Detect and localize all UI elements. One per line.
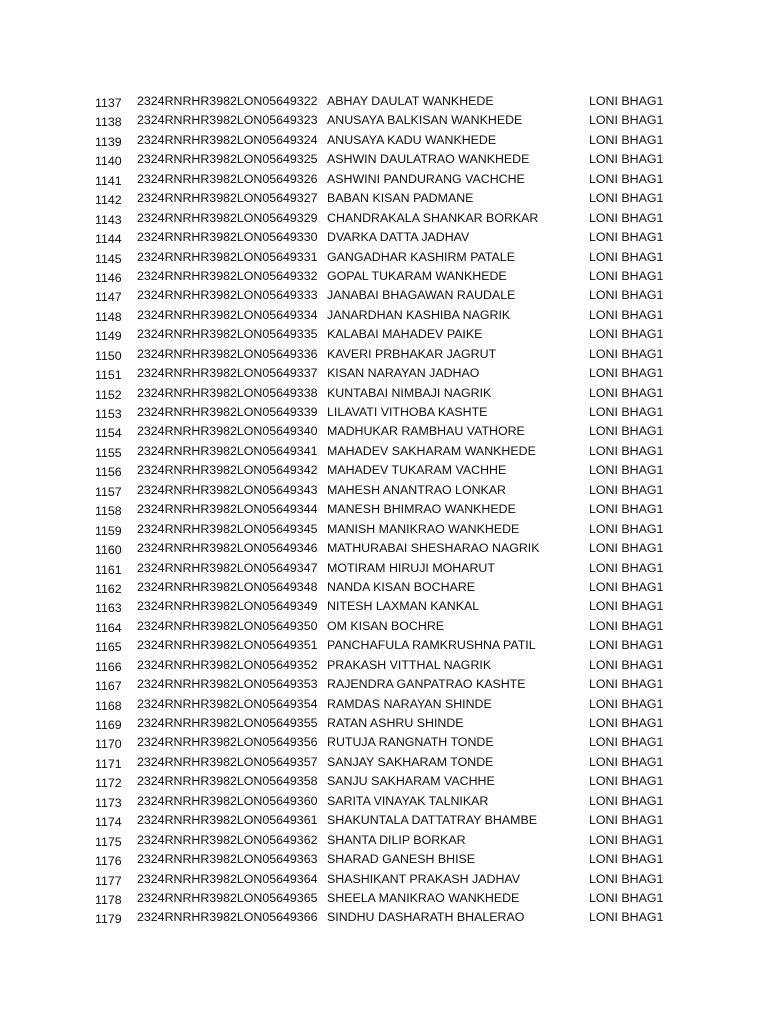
table-row <box>0 539 768 558</box>
beneficiary-name: SINDHU DASHARATH BHALERAO <box>327 910 525 925</box>
beneficiary-name: ASHWINI PANDURANG VACHCHE <box>327 171 525 186</box>
table-row <box>0 733 768 752</box>
table-row <box>0 481 768 500</box>
beneficiary-id: 2324RNRHR3982LON05649366 <box>137 910 318 925</box>
village-name: LONI BHAG1 <box>589 210 664 225</box>
serial-number: 1172 <box>95 776 122 791</box>
table-row <box>0 189 768 208</box>
table-row <box>0 92 768 111</box>
beneficiary-id: 2324RNRHR3982LON05649352 <box>137 657 318 672</box>
village-name: LONI BHAG1 <box>589 385 664 400</box>
table-row <box>0 170 768 189</box>
beneficiary-id: 2324RNRHR3982LON05649356 <box>137 735 318 750</box>
village-name: LONI BHAG1 <box>589 502 664 517</box>
beneficiary-id: 2324RNRHR3982LON05649354 <box>137 696 318 711</box>
beneficiary-name: BABAN KISAN PADMANE <box>327 191 474 206</box>
table-row <box>0 345 768 364</box>
table-row <box>0 403 768 422</box>
serial-number: 1148 <box>95 309 122 324</box>
village-name: LONI BHAG1 <box>589 579 664 594</box>
village-name: LONI BHAG1 <box>589 560 664 575</box>
village-name: LONI BHAG1 <box>589 463 664 478</box>
village-name: LONI BHAG1 <box>589 890 664 905</box>
table-row <box>0 325 768 344</box>
serial-number: 1177 <box>95 873 122 888</box>
serial-number: 1139 <box>95 134 122 149</box>
table-row <box>0 617 768 636</box>
beneficiary-name: SHASHIKANT PRAKASH JADHAV <box>327 871 521 886</box>
beneficiary-id: 2324RNRHR3982LON05649342 <box>137 463 318 478</box>
beneficiary-name: GANGADHAR KASHIRM PATALE <box>327 249 515 264</box>
serial-number: 1173 <box>95 795 122 810</box>
beneficiary-id: 2324RNRHR3982LON05649331 <box>137 249 318 264</box>
beneficiary-name: SANJAY SAKHARAM TONDE <box>327 754 494 769</box>
table-row <box>0 559 768 578</box>
beneficiary-id: 2324RNRHR3982LON05649347 <box>137 560 318 575</box>
beneficiary-id: 2324RNRHR3982LON05649337 <box>137 366 318 381</box>
beneficiary-id: 2324RNRHR3982LON05649361 <box>137 813 318 828</box>
beneficiary-name: RAMDAS NARAYAN SHINDE <box>327 696 492 711</box>
table-row <box>0 772 768 791</box>
table-row <box>0 753 768 772</box>
village-name: LONI BHAG1 <box>589 618 664 633</box>
serial-number: 1150 <box>95 348 122 363</box>
serial-number: 1179 <box>95 912 122 927</box>
beneficiary-id: 2324RNRHR3982LON05649353 <box>137 677 318 692</box>
beneficiary-id: 2324RNRHR3982LON05649322 <box>137 94 318 108</box>
village-name: LONI BHAG1 <box>589 852 664 867</box>
serial-number: 1161 <box>95 562 122 577</box>
village-name: LONI BHAG1 <box>589 716 664 730</box>
table-row <box>0 461 768 480</box>
serial-number: 1156 <box>95 465 122 480</box>
table-row <box>0 714 768 733</box>
village-name: LONI BHAG1 <box>589 230 664 245</box>
beneficiary-id: 2324RNRHR3982LON05649340 <box>137 424 318 439</box>
beneficiary-id: 2324RNRHR3982LON05649349 <box>137 599 318 614</box>
table-row <box>0 597 768 616</box>
beneficiary-id: 2324RNRHR3982LON05649332 <box>137 268 318 283</box>
village-name: LONI BHAG1 <box>589 910 664 925</box>
beneficiary-id: 2324RNRHR3982LON05649325 <box>137 152 318 167</box>
table-row <box>0 306 768 325</box>
serial-number: 1159 <box>95 523 122 538</box>
serial-number: 1144 <box>95 232 122 247</box>
village-name: LONI BHAG1 <box>589 832 664 847</box>
table-row <box>0 889 768 908</box>
beneficiary-id: 2324RNRHR3982LON05649334 <box>137 307 318 322</box>
beneficiary-list <box>0 92 768 928</box>
serial-number: 1160 <box>95 543 122 558</box>
beneficiary-id: 2324RNRHR3982LON05649343 <box>137 482 318 497</box>
table-row <box>0 248 768 267</box>
serial-number: 1157 <box>95 484 122 499</box>
beneficiary-name: PRAKASH VITTHAL NAGRIK <box>327 657 492 672</box>
table-row <box>0 131 768 150</box>
village-name: LONI BHAG1 <box>589 424 664 439</box>
serial-number: 1171 <box>95 756 122 771</box>
beneficiary-id: 2324RNRHR3982LON05649346 <box>137 541 318 556</box>
serial-number: 1155 <box>95 445 122 460</box>
village-name: LONI BHAG1 <box>589 288 664 303</box>
table-row <box>0 675 768 694</box>
serial-number: 1174 <box>95 815 122 830</box>
village-name: LONI BHAG1 <box>589 327 664 342</box>
village-name: LONI BHAG1 <box>589 152 664 167</box>
beneficiary-id: 2324RNRHR3982LON05649324 <box>137 132 318 147</box>
beneficiary-id: 2324RNRHR3982LON05649327 <box>137 191 318 206</box>
beneficiary-id: 2324RNRHR3982LON05649333 <box>137 288 318 303</box>
beneficiary-name: LILAVATI VITHOBA KASHTE <box>327 405 488 419</box>
beneficiary-name: MADHUKAR RAMBHAU VATHORE <box>327 424 525 439</box>
beneficiary-id: 2324RNRHR3982LON05649360 <box>137 793 318 808</box>
beneficiary-name: MOTIRAM HIRUJI MOHARUT <box>327 560 495 575</box>
serial-number: 1145 <box>95 251 122 266</box>
village-name: LONI BHAG1 <box>589 871 664 886</box>
serial-number: 1165 <box>95 640 122 655</box>
serial-number: 1147 <box>95 290 122 305</box>
table-row <box>0 500 768 519</box>
beneficiary-name: ANUSAYA BALKISAN WANKHEDE <box>327 113 523 128</box>
beneficiary-id: 2324RNRHR3982LON05649348 <box>137 579 318 594</box>
beneficiary-id: 2324RNRHR3982LON05649358 <box>137 774 318 789</box>
beneficiary-name: SANJU SAKHARAM VACHHE <box>327 774 495 789</box>
table-row <box>0 636 768 655</box>
beneficiary-name: NANDA KISAN BOCHARE <box>327 579 476 594</box>
village-name: LONI BHAG1 <box>589 521 664 536</box>
table-row <box>0 442 768 461</box>
village-name: LONI BHAG1 <box>589 696 664 711</box>
village-name: LONI BHAG1 <box>589 191 664 206</box>
beneficiary-id: 2324RNRHR3982LON05649357 <box>137 754 318 769</box>
village-name: LONI BHAG1 <box>589 813 664 828</box>
table-row <box>0 792 768 811</box>
beneficiary-name: JANABAI BHAGAWAN RAUDALE <box>327 288 516 303</box>
serial-number: 1149 <box>95 329 122 344</box>
beneficiary-name: SARITA VINAYAK TALNIKAR <box>327 793 489 808</box>
beneficiary-name: MATHURABAI SHESHARAO NAGRIK <box>327 541 540 556</box>
table-row <box>0 811 768 830</box>
table-row <box>0 228 768 247</box>
beneficiary-name: CHANDRAKALA SHANKAR BORKAR <box>327 210 539 225</box>
table-row <box>0 850 768 869</box>
village-name: LONI BHAG1 <box>589 171 664 186</box>
table-row <box>0 656 768 675</box>
serial-number: 1137 <box>95 96 122 110</box>
beneficiary-id: 2324RNRHR3982LON05649345 <box>137 521 318 536</box>
table-row <box>0 695 768 714</box>
village-name: LONI BHAG1 <box>589 482 664 497</box>
beneficiary-id: 2324RNRHR3982LON05649330 <box>137 230 318 245</box>
serial-number: 1151 <box>95 368 122 383</box>
serial-number: 1164 <box>95 620 122 635</box>
serial-number: 1176 <box>95 854 122 869</box>
beneficiary-name: SHAKUNTALA DATTATRAY BHAMBE <box>327 813 537 828</box>
beneficiary-id: 2324RNRHR3982LON05649362 <box>137 832 318 847</box>
beneficiary-id: 2324RNRHR3982LON05649341 <box>137 443 318 458</box>
table-row <box>0 384 768 403</box>
table-row <box>0 870 768 889</box>
serial-number: 1138 <box>95 115 122 130</box>
serial-number: 1152 <box>95 387 122 402</box>
beneficiary-id: 2324RNRHR3982LON05649350 <box>137 618 318 633</box>
beneficiary-id: 2324RNRHR3982LON05649329 <box>137 210 318 225</box>
beneficiary-name: SHARAD GANESH BHISE <box>327 852 476 867</box>
village-name: LONI BHAG1 <box>589 132 664 147</box>
beneficiary-name: MAHADEV SAKHARAM WANKHEDE <box>327 443 536 458</box>
beneficiary-name: ABHAY DAULAT WANKHEDE <box>327 94 494 108</box>
beneficiary-id: 2324RNRHR3982LON05649323 <box>137 113 318 128</box>
serial-number: 1175 <box>95 834 122 849</box>
beneficiary-id: 2324RNRHR3982LON05649339 <box>137 405 318 419</box>
village-name: LONI BHAG1 <box>589 677 664 692</box>
serial-number: 1141 <box>95 173 122 188</box>
serial-number: 1166 <box>95 659 122 674</box>
serial-number: 1140 <box>95 154 122 169</box>
beneficiary-name: NITESH LAXMAN KANKAL <box>327 599 480 614</box>
beneficiary-name: MAHADEV TUKARAM VACHHE <box>327 463 507 478</box>
beneficiary-name: JANARDHAN KASHIBA NAGRIK <box>327 307 511 322</box>
beneficiary-name: KAVERI PRBHAKAR JAGRUT <box>327 346 497 361</box>
table-row <box>0 364 768 383</box>
serial-number: 1154 <box>95 426 122 441</box>
serial-number: 1168 <box>95 698 122 713</box>
village-name: LONI BHAG1 <box>589 113 664 128</box>
serial-number: 1142 <box>95 193 122 208</box>
beneficiary-id: 2324RNRHR3982LON05649355 <box>137 716 318 730</box>
beneficiary-id: 2324RNRHR3982LON05649365 <box>137 890 318 905</box>
beneficiary-id: 2324RNRHR3982LON05649335 <box>137 327 318 342</box>
serial-number: 1146 <box>95 270 122 285</box>
serial-number: 1153 <box>95 407 122 421</box>
serial-number: 1163 <box>95 601 122 616</box>
village-name: LONI BHAG1 <box>589 94 664 108</box>
village-name: LONI BHAG1 <box>589 754 664 769</box>
beneficiary-name: KALABAI MAHADEV PAIKE <box>327 327 483 342</box>
serial-number: 1170 <box>95 737 122 752</box>
village-name: LONI BHAG1 <box>589 249 664 264</box>
beneficiary-name: DVARKA DATTA JADHAV <box>327 230 470 245</box>
beneficiary-name: SHEELA MANIKRAO WANKHEDE <box>327 890 520 905</box>
beneficiary-id: 2324RNRHR3982LON05649351 <box>137 638 318 653</box>
table-row <box>0 831 768 850</box>
beneficiary-name: RUTUJA RANGNATH TONDE <box>327 735 494 750</box>
beneficiary-name: MANESH BHIMRAO WANKHEDE <box>327 502 516 517</box>
beneficiary-name: OM KISAN BOCHRE <box>327 618 445 633</box>
serial-number: 1158 <box>95 504 122 519</box>
village-name: LONI BHAG1 <box>589 638 664 653</box>
village-name: LONI BHAG1 <box>589 541 664 556</box>
beneficiary-name: MAHESH ANANTRAO LONKAR <box>327 482 507 497</box>
beneficiary-name: PANCHAFULA RAMKRUSHNA PATIL <box>327 638 536 653</box>
serial-number: 1167 <box>95 679 122 694</box>
table-row <box>0 578 768 597</box>
village-name: LONI BHAG1 <box>589 405 664 419</box>
beneficiary-id: 2324RNRHR3982LON05649326 <box>137 171 318 186</box>
beneficiary-id: 2324RNRHR3982LON05649344 <box>137 502 318 517</box>
village-name: LONI BHAG1 <box>589 599 664 614</box>
beneficiary-name: RATAN ASHRU SHINDE <box>327 716 464 730</box>
beneficiary-name: SHANTA DILIP BORKAR <box>327 832 466 847</box>
serial-number: 1162 <box>95 581 122 596</box>
beneficiary-name: ASHWIN DAULATRAO WANKHEDE <box>327 152 530 167</box>
beneficiary-id: 2324RNRHR3982LON05649336 <box>137 346 318 361</box>
beneficiary-name: KUNTABAI NIMBAJI NAGRIK <box>327 385 492 400</box>
table-row <box>0 908 768 927</box>
table-row <box>0 520 768 539</box>
beneficiary-name: MANISH MANIKRAO WANKHEDE <box>327 521 520 536</box>
beneficiary-name: KISAN NARAYAN JADHAO <box>327 366 480 381</box>
village-name: LONI BHAG1 <box>589 793 664 808</box>
village-name: LONI BHAG1 <box>589 735 664 750</box>
table-row <box>0 422 768 441</box>
village-name: LONI BHAG1 <box>589 657 664 672</box>
table-row <box>0 267 768 286</box>
table-row <box>0 286 768 305</box>
beneficiary-id: 2324RNRHR3982LON05649364 <box>137 871 318 886</box>
beneficiary-name: RAJENDRA GANPATRAO KASHTE <box>327 677 526 692</box>
table-row <box>0 150 768 169</box>
village-name: LONI BHAG1 <box>589 443 664 458</box>
serial-number: 1178 <box>95 892 122 907</box>
village-name: LONI BHAG1 <box>589 774 664 789</box>
village-name: LONI BHAG1 <box>589 346 664 361</box>
table-row <box>0 209 768 228</box>
beneficiary-id: 2324RNRHR3982LON05649363 <box>137 852 318 867</box>
village-name: LONI BHAG1 <box>589 307 664 322</box>
beneficiary-id: 2324RNRHR3982LON05649338 <box>137 385 318 400</box>
serial-number: 1169 <box>95 718 122 732</box>
beneficiary-name: GOPAL TUKARAM WANKHEDE <box>327 268 507 283</box>
village-name: LONI BHAG1 <box>589 268 664 283</box>
table-row <box>0 111 768 130</box>
beneficiary-name: ANUSAYA KADU WANKHEDE <box>327 132 497 147</box>
village-name: LONI BHAG1 <box>589 366 664 381</box>
serial-number: 1143 <box>95 212 122 227</box>
